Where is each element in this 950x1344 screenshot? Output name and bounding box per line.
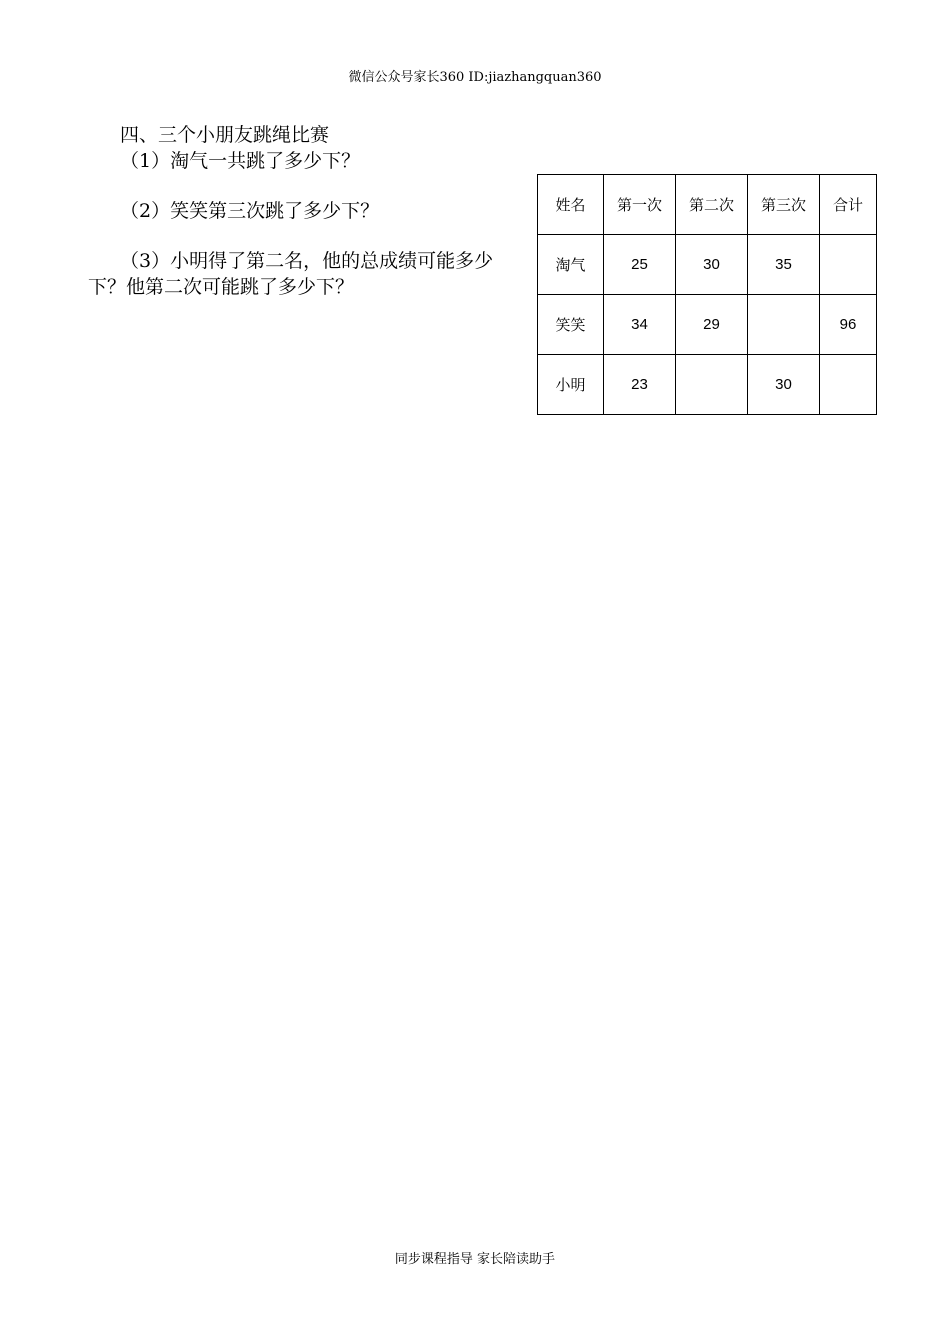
header-cell-second: 第二次 bbox=[676, 175, 748, 235]
table-cell: 96 bbox=[820, 295, 877, 355]
page-footer: 同步课程指导 家长陪读助手 bbox=[394, 1252, 556, 1267]
section-title: 四、三个小朋友跳绳比赛 bbox=[120, 124, 330, 146]
row-name-cell: 小明 bbox=[538, 355, 604, 415]
table-cell: 25 bbox=[604, 235, 676, 295]
question-3: （3）小明得了第二名，他的总成绩可能多少下？他第二次可能跳了多少下？ bbox=[88, 250, 494, 298]
header-cell-name: 姓名 bbox=[538, 175, 604, 235]
table-cell: 35 bbox=[748, 235, 820, 295]
table-cell: 29 bbox=[676, 295, 748, 355]
question-1: （1）淘气一共跳了多少下？ bbox=[120, 150, 361, 172]
table-cell: 34 bbox=[604, 295, 676, 355]
header-cell-first: 第一次 bbox=[604, 175, 676, 235]
table-cell: 30 bbox=[676, 235, 748, 295]
table-row bbox=[538, 235, 877, 295]
row-name-cell: 笑笑 bbox=[538, 295, 604, 355]
table-cell: 30 bbox=[748, 355, 820, 415]
problem-section bbox=[88, 122, 520, 300]
table-row bbox=[538, 355, 877, 415]
table-cell bbox=[676, 355, 748, 415]
table-cell bbox=[748, 295, 820, 355]
question-2: （2）笑笑第三次跳了多少下？ bbox=[120, 200, 380, 222]
page-header: 微信公众号家长360 ID:jiazhangquan360 bbox=[348, 70, 602, 85]
score-table bbox=[537, 174, 877, 415]
header-cell-total: 合计 bbox=[820, 175, 877, 235]
table-row bbox=[538, 295, 877, 355]
table-cell: 23 bbox=[604, 355, 676, 415]
row-name-cell: 淘气 bbox=[538, 235, 604, 295]
table-cell bbox=[820, 355, 877, 415]
header-cell-third: 第三次 bbox=[748, 175, 820, 235]
table-cell bbox=[820, 235, 877, 295]
table-header-row bbox=[538, 175, 877, 235]
